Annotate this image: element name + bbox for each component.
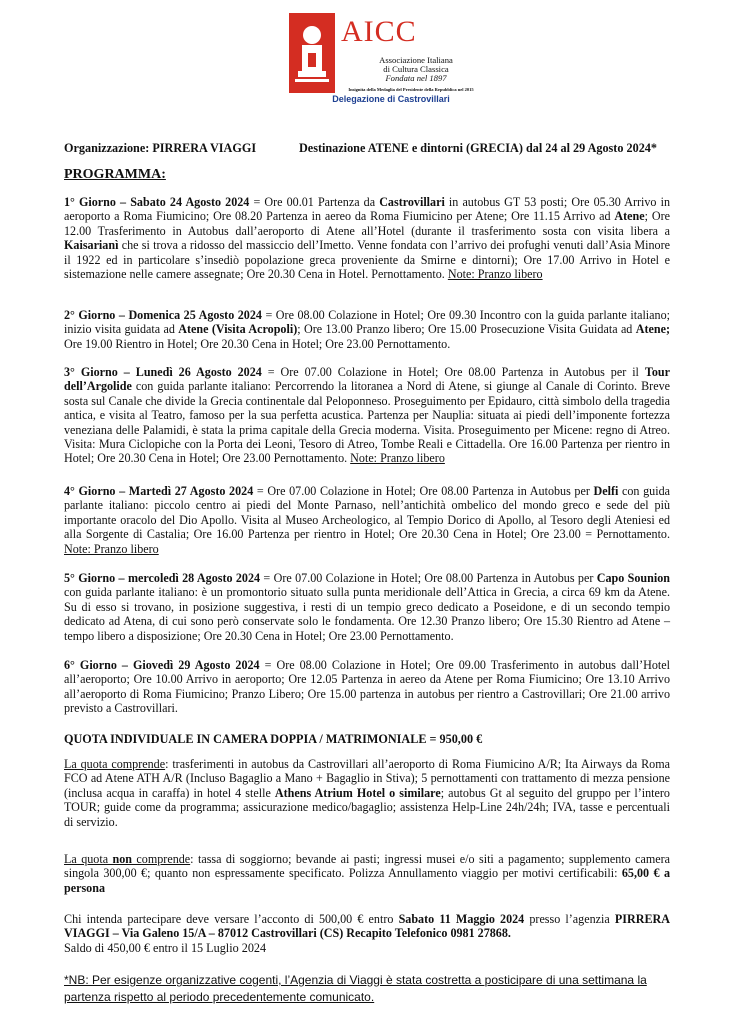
day-6: 6° Giorno – Giovedì 29 Agosto 2024 = Ore 08.00 Colazione in Hotel; Ore 09.00 Trasferimento in autobus dall’Hotel all’aeroporto; Ore 10.00 Arrivo in aeroporto; Ore 12.05 Partenza in aereo da Atene per Roma Fiumicino; Ore 13.10 Arrivo all’aeroporto di Roma Fiumicino; Pranzo Libero; Ore 15.00 partenza in autobus per rientro a Castrovillari; Ore 21.00 arrivo previsto a Castrovillari. [64, 658, 670, 716]
logo-title: AICC [341, 15, 417, 48]
acconto: Chi intenda partecipare deve versare l’acconto di 500,00 € entro Sabato 11 Maggio 2024 presso l’agenzia PIRRERA VIAGGI – Via Galeno 15/A – 87012 Castrovillari (CS) Recapito Telefonico 0981 27868. [64, 912, 670, 941]
logo-medal-text: Insignita della Medaglia del Presidente della Repubblica nel 2015 [348, 87, 474, 92]
day-1-title: 1° Giorno – Sabato 24 Agosto 2024 [64, 195, 250, 209]
quota-title: QUOTA INDIVIDUALE IN CAMERA DOPPIA / MATRIMONIALE = 950,00 € [64, 732, 483, 746]
non-comprende-label: La quota non comprende [64, 852, 191, 866]
quota-comprende: La quota comprende: trasferimenti in autobus da Castrovillari all’aeroporto di Roma Fiumicino A/R; Ita Airways da Roma FCO ad Atene ATH A/R (Incluso Bagaglio a Mano + Bagaglio in Stiva); 5 pernottamenti con trattamento di mezza pensione (inclusa acqua in caraffa) in hotel 4 stelle Athens Atrium Hotel o similare; autobus Gt al seguito del gruppo per l’intero TOUR; guide come da programma; assicurazione medico/bagaglio; assistenza Help-Line 24h/24h; IVA, tasse e percentuali di servizio. [64, 757, 670, 829]
saldo: Saldo di 450,00 € entro il 15 Luglio 2024 [64, 941, 267, 955]
organizzazione: Organizzazione: PIRRERA VIAGGI [64, 141, 257, 155]
day-2: 2° Giorno – Domenica 25 Agosto 2024 = Ore 08.00 Colazione in Hotel; Ore 09.30 Incontro con la guida parlante italiano; inizio visita guidata ad Atene (Visita Acropoli); Ore 13.00 Pranzo libero; Ore 15.00 Prosecuzione Visita Guidata ad Atene; Ore 19.00 Rientro in Hotel; Ore 20.30 Cena in Hotel; Ore 23.00 Pernottamento. [64, 308, 670, 351]
logo-subtitle: Associazione Italiana di Cultura Classica Fondata nel 1897 [379, 55, 453, 83]
day-3-title: 3° Giorno – Lunedì 26 Agosto 2024 [64, 365, 262, 379]
day-4-title: 4° Giorno – Martedì 27 Agosto 2024 [64, 484, 254, 498]
day-3: 3° Giorno – Lunedì 26 Agosto 2024 = Ore 07.00 Colazione in Hotel; Ore 08.00 Partenza in Autobus per il Tour dell’Argolide con guida parlante italiano: Percorrendo la litoranea a Nord di Atene, si giunge al Canale di Corinto. Breve sosta sul Canale che divide la Grecia continentale dal Peloponneso. Proseguimento per Epidauro, città simbolo della tragedia antica, e visita al Teatro, famoso per la sua perfetta acustica. Partenza per Nauplia: situata ai piedi dell’imponente fortezza veneziana delle Palamidi, è stata la prima capitale della Grecia moderna. Visita. Proseguimento per Micene: regno di Atreo. Visita: Mura Ciclopiche con la Porta dei Leoni, Tesoro di Atreo, Tombe Reali e Cittadella. Ore 16.00 Partenza per rientro in Hotel; Ore 20.30 Cena in Hotel; Ore 23.00 Pernottamento. Note: Pranzo libero [64, 365, 670, 466]
day-2-title: 2° Giorno – Domenica 25 Agosto 2024 [64, 308, 262, 322]
day-1-note: Note: Pranzo libero [447, 267, 543, 282]
logo-delegation: Delegazione di Castrovillari [332, 94, 450, 104]
day-4: 4° Giorno – Martedì 27 Agosto 2024 = Ore 07.00 Colazione in Hotel; Ore 08.00 Partenza in Autobus per Delfi con guida parlante italiano: piccolo centro ai piedi del Monte Parnaso, nell’antichità ombelico del mondo greco e sede del più importante oracolo del Dio Apollo. Visita al Museo Archeologico, al Tempio Dorico di Apollo, al Tesoro degli Ateniesi ed alla Sorgente di Castalia; Ore 16.00 Partenza per rientro in Hotel; Ore 20.30 Cena in Hotel; Ore 23.00 = Pernottamento. Note: Pranzo libero [64, 484, 670, 556]
logo-emblem [289, 13, 335, 93]
nb-note: *NB: Per esigenze organizzative cogenti, l’Agenzia di Viaggi è stata costretta a posticipare di una settimana la partenza rispetto al periodo precedentemente comunicato. [64, 973, 647, 1004]
programma-title: PROGRAMMA: [64, 167, 166, 182]
day-3-note: Note: Pranzo libero [350, 451, 445, 466]
day-4-note: Note: Pranzo libero [64, 541, 159, 556]
quota-non-comprende: La quota non comprende: tassa di soggiorno; bevande ai pasti; ingressi musei e/o siti a pagamento; supplemento camera singola 300,00 €; quanto non espressamente specificato. Polizza Annullamento viaggio per motivi certificabili: 65,00 € a persona [64, 852, 671, 895]
day-6-title: 6° Giorno – Giovedì 29 Agosto 2024 [64, 658, 260, 672]
comprende-label: La quota comprende [64, 757, 166, 771]
aicc-logo [289, 13, 491, 109]
day-5: 5° Giorno – mercoledì 28 Agosto 2024 = Ore 07.00 Colazione in Hotel; Ore 08.00 Partenza in Autobus per Capo Sounion con guida parlante italiano: è un promontorio situato sulla punta meridionale dell’Attica in Grecia, a circa 69 km da Atene. Su di esso si trovano, in posizione suggestiva, i resti di un tempio greco dedicato a Poseidone, e di un secondo tempio dedicato ad Atena, di cui sono però conservate solo le fondamenta. Ore 12.30 Pranzo libero; Ore 15.30 Rientro ad Atene – tempo libero a disposizione; Ore 20.30 Cena in Hotel; Ore 23.00 Pernottamento. [64, 571, 670, 643]
day-5-title: 5° Giorno – mercoledì 28 Agosto 2024 [64, 571, 261, 585]
day-1: 1° Giorno – Sabato 24 Agosto 2024 = Ore 00.01 Partenza da Castrovillari in autobus GT 53 posti; Ore 05.30 Arrivo in aeroporto a Roma Fiumicino; Ore 08.20 Partenza in aereo da Roma Fiumicino per Atene; Ore 11.15 Arrivo ad Atene; Ore 12.00 Trasferimento in Autobus dall’aeroporto di Atene all’Hotel (durante il trasferimento sosta con visita libera a Kaisarianì che si trova a ridosso del massiccio dell’Imetto. Venne fondata con l’arrivo dei profughi venuti dall’Asia Minore il 1922 ed in particolare s’insediò popolazione greca proveniente da Smirne e dintorni); Ore 17.00 Arrivo in Hotel e sistemazione nelle camere assegnate; Ore 20.30 Cena in Hotel. Pernottamento. Note: Pranzo libero [64, 195, 670, 282]
destinazione: Destinazione ATENE e dintorni (GRECIA) dal 24 al 29 Agosto 2024* [299, 141, 657, 155]
